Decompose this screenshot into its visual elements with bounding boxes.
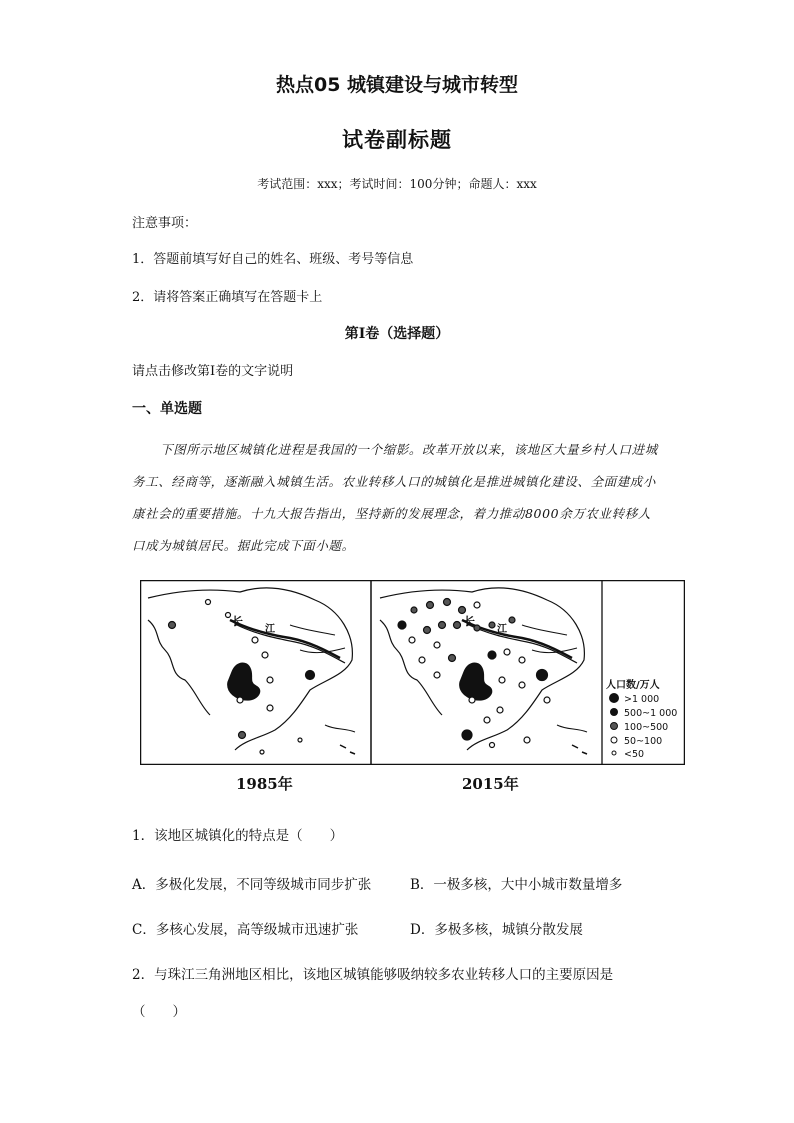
river-label-chang-2015: 长 [464,615,475,628]
river-label-chang-1985: 长 [232,615,243,628]
question-1-stem: 1．该地区城镇化的特点是（ ） [132,828,344,844]
exam-meta: 考试范围：xxx；考试时间：100分钟；命题人：xxx [257,177,537,191]
legend-title: 人口数/万人 [606,680,660,691]
legend-symbol-1 [609,693,619,703]
question-1-option-d: D．多极多核，城镇分散发展 [410,922,583,938]
year-label-2015: 2015年 [462,775,519,793]
question-2-stem: 2．与珠江三角洲地区相比，该地区城镇能够吸纳较多农业转移人口的主要原因是 [132,967,614,983]
urbanization-map-figure [140,580,685,765]
legend-label-1: >1 000 [624,694,660,705]
year-label-1985: 1985年 [236,775,293,793]
legend-symbol-2 [610,708,618,716]
page-title: 热点05 城镇建设与城市转型 [275,74,519,96]
section-title: 第I卷（选择题） [344,326,450,342]
question-1-option-c: C．多核心发展，高等级城市迅速扩张 [132,922,359,938]
legend-symbol-4 [611,737,617,743]
legend-label-3: 100~500 [624,722,669,733]
notice-item-2: 2．请将答案正确填写在答题卡上 [132,290,323,305]
river-label-jiang-1985: 江 [265,624,275,635]
question-1-option-b: B．一极多核，大中小城市数量增多 [410,877,623,893]
legend-label-4: 50~100 [624,736,663,747]
legend-label-2: 500~1 000 [624,708,678,719]
legend-label-5: <50 [624,749,645,760]
notice-heading: 注意事项： [132,216,198,231]
notice-item-1: 1．答题前填写好自己的姓名、班级、考号等信息 [132,252,414,267]
section-hint: 请点击修改第I卷的文字说明 [132,364,294,379]
legend-symbol-5 [612,751,616,755]
river-label-jiang-2015: 江 [497,624,507,635]
question-2-stem-cont: （ ） [132,1004,186,1020]
page-subtitle: 试卷副标题 [342,128,452,152]
question-1-option-a: A．多极化发展，不同等级城市同步扩张 [132,877,372,893]
part-heading: 一、单选题 [132,401,202,417]
legend-symbol-3 [611,723,618,730]
passage-text: 下图所示地区城镇化进程是我国的一个缩影。改革开放以来，该地区大量乡村人口进城务工、经商等，逐渐融入城镇生活。农业转移人口的城镇化是推进城镇化建设、全面建成小康社会的重要措施。十九大报告指出，坚持新的发展理念，着力推动8000余万农业转移人口成为城镇居民。据此完成下面小题。 [132,442,658,553]
